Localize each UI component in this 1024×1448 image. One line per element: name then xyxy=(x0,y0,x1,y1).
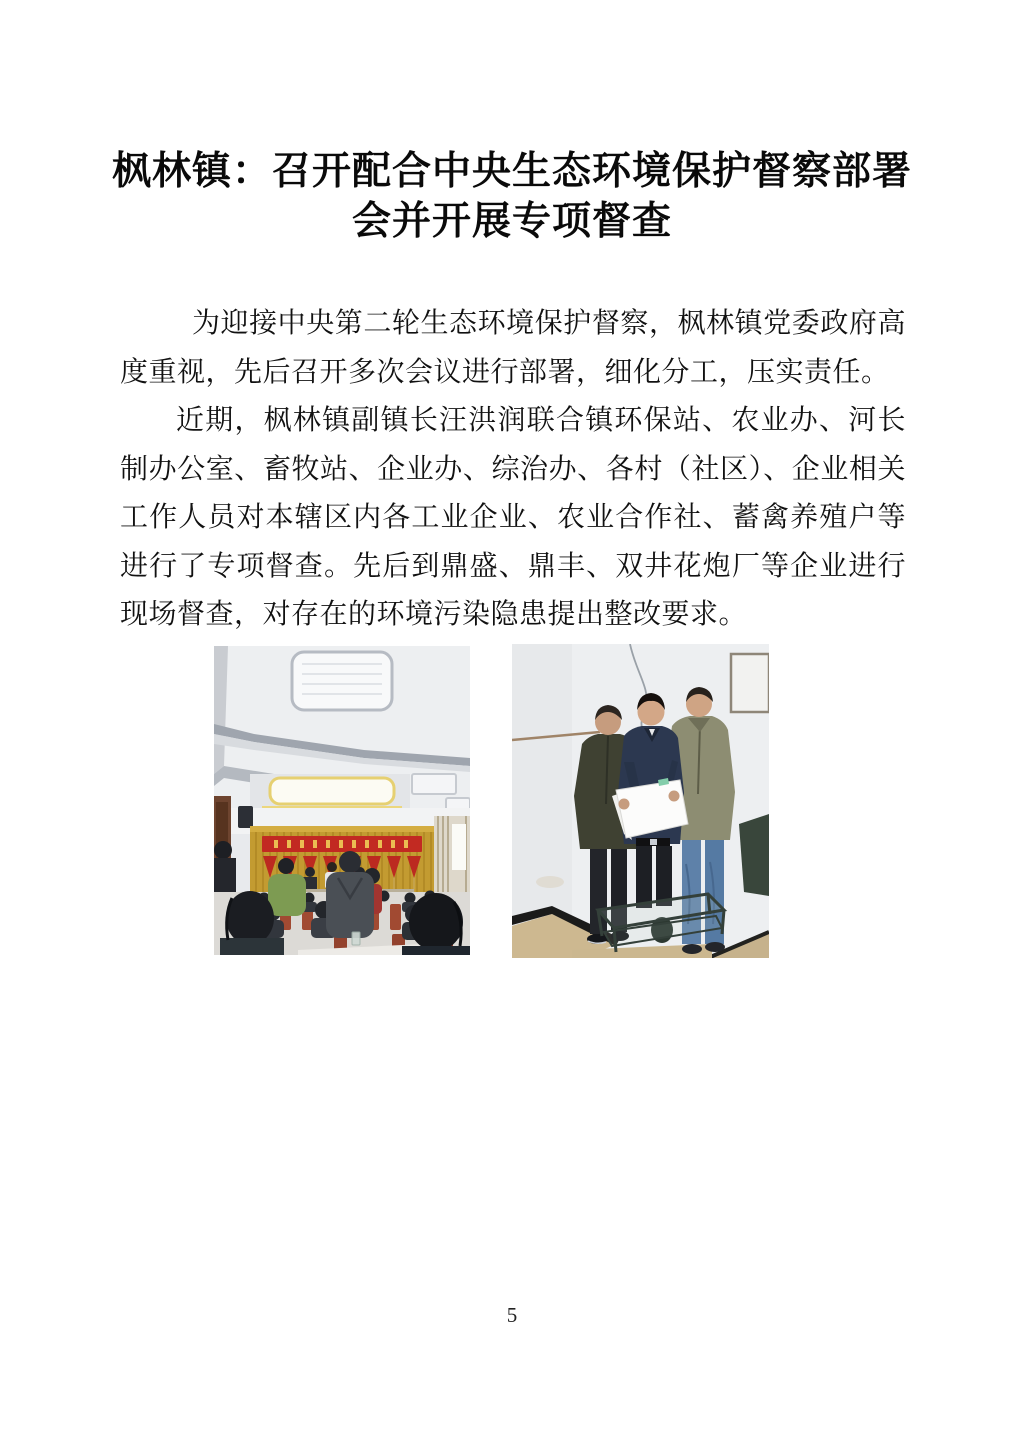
article-title xyxy=(60,147,964,247)
meeting-room-photo xyxy=(214,646,470,955)
picture-frame xyxy=(731,654,769,712)
title-line-2: 会并开展专项督查 xyxy=(351,200,672,243)
inspection-illustration xyxy=(512,644,769,958)
paragraph-2: 近期，枫林镇副镇长汪洪润联合镇环保站、农业办、河长制办公室、畜牧站、企业办、综治办、各村（社区）、企业相关工作人员对本辖区内各工业企业、农业合作社、蓄禽养殖户等进行了专项督查。先后到鼎盛、鼎丰、双井花炮厂等企业进行现场督查，对存在的环境污染隐患提出整改要求。 xyxy=(120,405,906,630)
site-inspection-photo xyxy=(512,644,769,958)
page-number: 5 xyxy=(506,1303,518,1327)
meeting-room-illustration xyxy=(214,646,470,955)
title-line-1: 枫林镇：召开配合中央生态环境保护督察部署 xyxy=(111,150,912,193)
article-body xyxy=(120,300,906,640)
paragraph-1: 为迎接中央第二轮生态环境保护督察，枫林镇党委政府高度重视，先后召开多次会议进行部署，细化分工，压实责任。 xyxy=(120,308,906,388)
